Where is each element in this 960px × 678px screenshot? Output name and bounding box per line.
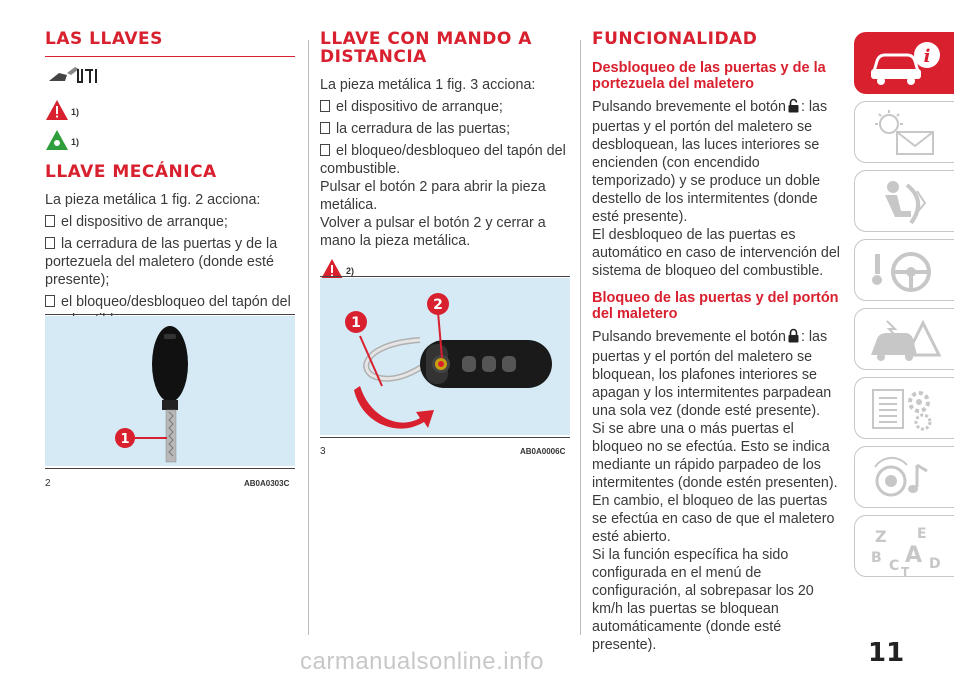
section-title-llave-mando: LLAVE CON MANDO A DISTANCIA — [320, 29, 532, 67]
warning-triangle-red-icon — [45, 99, 69, 121]
car-info-icon — [867, 39, 943, 89]
list-item: la cerradura de las puertas y de la portezuela del maletero (donde esté presente); — [45, 236, 278, 288]
subsection-title-bloqueo: Bloqueo de las puertas y del portón del maletero — [592, 290, 839, 322]
list-item: el dispositivo de arranque; — [45, 213, 295, 231]
index-icon — [867, 522, 943, 576]
warning-note-2 — [45, 129, 295, 151]
environment-note-green-icon — [45, 129, 69, 151]
tab-index[interactable] — [854, 515, 954, 577]
list-item: el dispositivo de arranque; — [320, 98, 570, 116]
intro-text: La pieza metálica 1 fig. 2 acciona: — [45, 192, 261, 208]
page-number: 11 — [868, 638, 905, 668]
paragraph: Pulsando brevemente el botón : las puertas y el portón del maletero se desbloquean, las luces interiores se encienden (con encendido temporizado) y se produce un doble destello de los intermitentes (donde esté presente). — [592, 99, 828, 225]
maintenance-icon — [867, 384, 943, 434]
title-rule — [45, 56, 295, 57]
steering-wheel-icon — [867, 246, 943, 296]
checkbox-bullet-icon — [320, 144, 330, 156]
figure-callout: 2 — [433, 297, 443, 313]
figure-number: 2 — [45, 478, 51, 489]
tab-maintenance[interactable] — [854, 377, 954, 439]
svg-text:Z: Z — [875, 527, 887, 546]
svg-text:i: i — [923, 46, 931, 67]
section-title-llave-mecanica: LLAVE MECÁNICA — [45, 162, 217, 182]
multimedia-icon — [867, 453, 943, 503]
warning-ref: 2) — [346, 266, 355, 276]
tab-emergency[interactable] — [854, 308, 954, 370]
column-las-llaves — [45, 28, 295, 329]
watermark: carmanualsonline.info — [300, 648, 544, 675]
figure-number: 3 — [320, 446, 326, 457]
svg-text:D: D — [929, 556, 941, 572]
paragraph: En cambio, el bloqueo de las puertas se efectúa en caso de que el maletero esté abierto. — [592, 493, 835, 545]
figure-remote-key — [320, 278, 570, 435]
padlock-icon — [788, 98, 799, 118]
section-title-las-llaves: LAS LLAVES — [45, 29, 163, 49]
figure-mechanical-key — [45, 316, 295, 466]
figure-callout: 1 — [351, 315, 361, 331]
tab-car-info[interactable] — [854, 32, 954, 94]
column-divider — [308, 40, 309, 635]
list-item: el bloqueo/desbloqueo del tapón del — [45, 293, 295, 329]
intro-text: La pieza metálica 1 fig. 3 acciona: — [320, 77, 536, 93]
warning-lights-icon — [867, 108, 943, 158]
paragraph: Si se abre una o más puertas el bloqueo no se efectúa. Esto se indica mediante un rápido parpadeo de los intermitentes (donde estén presenten). — [592, 421, 838, 491]
figure-code: AB0A0006C — [520, 447, 566, 456]
emergency-icon — [867, 315, 943, 365]
figure-top-rule — [45, 314, 295, 315]
svg-text:E: E — [917, 526, 927, 542]
column-divider — [580, 40, 581, 635]
figure-bottom-rule — [45, 468, 295, 469]
list-item: la cerradura de las puertas; — [320, 120, 570, 138]
paragraph: El desbloqueo de las puertas es automático en caso de intervención del sistema de bloqueo del combustible. — [592, 227, 840, 279]
warning-ref: 1) — [71, 107, 80, 117]
figure-callout: 1 — [120, 432, 130, 447]
logo-image — [45, 63, 295, 91]
svg-text:B: B — [871, 550, 882, 566]
padlock-icon — [788, 328, 799, 348]
figure-code: AB0A0303C — [244, 479, 290, 488]
figure-bottom-rule — [320, 437, 570, 438]
checkbox-bullet-icon — [320, 122, 330, 134]
svg-text:C: C — [889, 558, 900, 574]
warning-note-1 — [45, 99, 295, 121]
note-ref: 1) — [71, 137, 80, 147]
subsection-title-desbloqueo: Desbloqueo de las puertas y de la portezuela del maletero — [592, 60, 826, 92]
tab-warning-lights[interactable] — [854, 101, 954, 163]
paragraph: Pulsando brevemente el botón : las puertas y el portón del maletero se bloquean, los plafones interiores se apagan y los intermitentes parpadean una sola vez (donde esté presente). — [592, 329, 832, 419]
paragraph: Volver a pulsar el botón 2 y cerrar a mano la pieza metálica. — [320, 215, 546, 249]
tab-multimedia[interactable] — [854, 446, 954, 508]
section-title-funcionalidad: FUNCIONALIDAD — [592, 29, 758, 49]
seat-safety-icon — [867, 177, 943, 227]
checkbox-bullet-icon — [45, 215, 55, 227]
list-item: el bloqueo/desbloqueo del tapón del combustible. — [320, 143, 566, 177]
svg-text:T: T — [901, 565, 910, 576]
svg-text:A: A — [905, 543, 923, 568]
checkbox-bullet-icon — [45, 237, 55, 249]
checkbox-bullet-icon — [320, 100, 330, 112]
tab-starting-driving[interactable] — [854, 239, 954, 301]
checkbox-bullet-icon — [45, 295, 55, 307]
tab-safety[interactable] — [854, 170, 954, 232]
paragraph: Pulsar el botón 2 para abrir la pieza metálica. — [320, 179, 546, 213]
paragraph: Si la función específica ha sido configurada en el menú de configuración, al sobrepasar los 20 km/h las puertas se bloquean automáticamente (donde esté presente). — [592, 547, 814, 653]
column-llave-mando — [320, 28, 570, 280]
figure-top-rule — [320, 276, 570, 277]
column-funcionalidad — [592, 28, 842, 654]
